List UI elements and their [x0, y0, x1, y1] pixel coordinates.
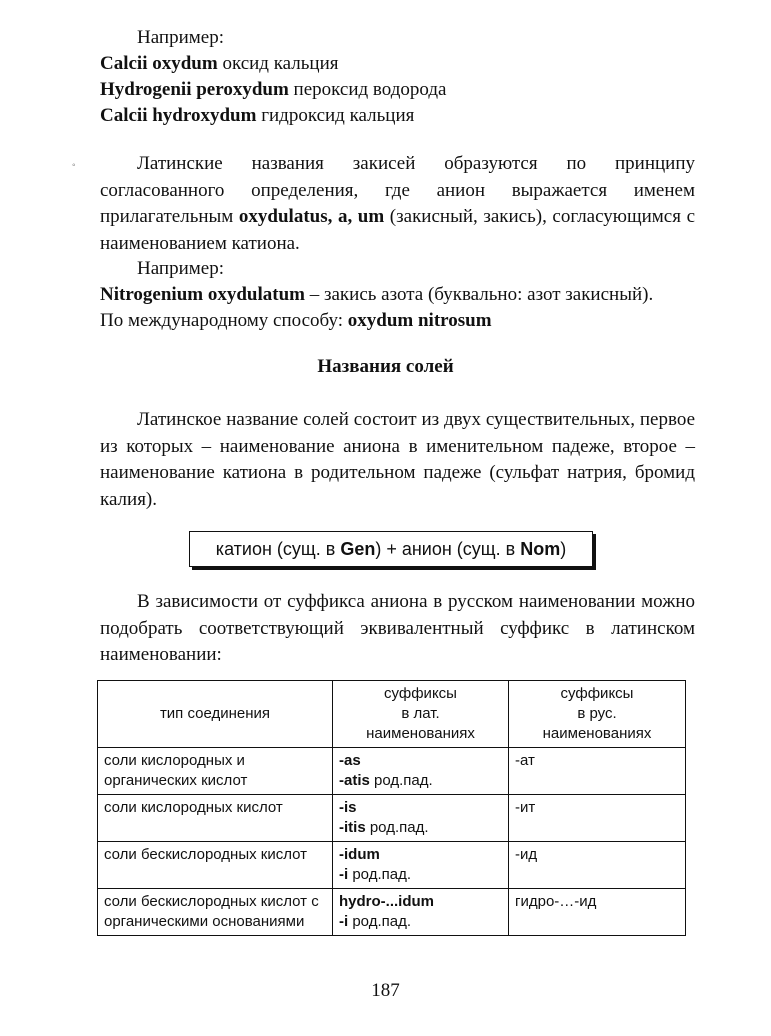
paragraph-salts: Латинское название солей состоит из двух существительных, первое из которых – наименование аниона в именительном падеже, второе – наименование катиона в родительном падеже (сульфат натрия, бромид калия).: [100, 409, 695, 510]
paragraph-text: Латинские названия закисей образуются по принципу согласованного определения, где анион выражается именем прилагательным: [100, 153, 695, 227]
table-row: [98, 842, 686, 889]
example-russian: гидроксид кальция: [261, 105, 415, 126]
case-note: род.пад.: [352, 913, 412, 930]
international-bold: oxydum nitrosum: [347, 310, 492, 331]
example-intro-2: Например:: [137, 258, 224, 279]
suffix-table: [97, 680, 686, 936]
formula-box: [189, 531, 593, 567]
lat-suffix-gen: -itis: [339, 819, 366, 836]
lat-suffix: -as: [339, 752, 361, 769]
table-cell-lat: [333, 889, 509, 936]
table-header-row: [98, 681, 686, 748]
table-cell-lat: [333, 842, 509, 889]
formula-nom: Nom: [520, 539, 561, 559]
case-note: род.пад.: [369, 819, 429, 836]
lat-suffix-gen: -i: [339, 866, 349, 883]
example-russian: оксид кальция: [222, 53, 339, 74]
example-line-1: [100, 51, 339, 77]
case-note: род.пад.: [374, 772, 433, 789]
table-header-cell: суффиксы в рус. наименованиях: [509, 681, 686, 748]
example-line-2: [100, 77, 446, 103]
table-cell-type: соли бескислородных кислот: [98, 842, 333, 889]
table-cell-rus: -ит: [509, 795, 686, 842]
formula-text: ): [560, 539, 567, 559]
table-header-cell: суффиксы в лат. наименованиях: [333, 681, 509, 748]
lat-suffix-gen: -atis: [339, 772, 370, 789]
table-cell-type: соли бескислородных кислот с органическими основаниями: [98, 889, 333, 936]
table-cell-type: соли кислородных и органических кислот: [98, 748, 333, 795]
international-text: По международному способу:: [100, 310, 344, 331]
nitro-russian: – закись азота (буквально: азот закисный).: [309, 284, 654, 305]
example-russian: пероксид водорода: [293, 79, 447, 100]
table-cell-rus: -ат: [509, 748, 686, 795]
paragraph-suffix: В зависимости от суффикса аниона в русском наименовании можно подобрать соответствующий эквивалентный суффикс в латинском наименовании:: [100, 591, 695, 665]
table-row: [98, 795, 686, 842]
section-title: Названия солей: [317, 356, 454, 377]
table-header-cell: тип соединения: [98, 681, 333, 748]
formula-text: ) + анион (сущ. в: [375, 539, 516, 559]
table-cell-rus: гидро-…-ид: [509, 889, 686, 936]
case-note: род.пад.: [352, 866, 412, 883]
example-latin: Hydrogenii peroxydum: [100, 79, 289, 100]
example-latin: Calcii oxydum: [100, 53, 218, 74]
lat-suffix-gen: -i: [339, 913, 349, 930]
paragraph-oxides: [100, 151, 695, 257]
table-cell-rus: -ид: [509, 842, 686, 889]
nitro-latin: Nitrogenium oxydulatum: [100, 284, 305, 305]
paragraph-text: (закисный, закись), согласующимся с наименованием катиона.: [100, 206, 695, 254]
lat-suffix: -idum: [339, 846, 380, 863]
international-line: [100, 308, 492, 334]
table-row: [98, 889, 686, 936]
formula-gen: Gen: [340, 539, 376, 559]
lat-suffix: -is: [339, 799, 357, 816]
example-latin: Calcii hydroxydum: [100, 105, 257, 126]
formula-text: катион (сущ. в: [215, 539, 336, 559]
paragraph-bold-term: oxydulatus, a, um: [238, 206, 385, 227]
example-line-3: [100, 103, 414, 129]
lat-suffix: hydro-...idum: [339, 893, 434, 910]
table-cell-type: соли кислородных кислот: [98, 795, 333, 842]
margin-mark: ◦: [72, 160, 76, 171]
example-intro: Например:: [137, 27, 224, 48]
table-cell-lat: [333, 795, 509, 842]
page-number: 187: [371, 980, 400, 1001]
nitro-example: [100, 282, 653, 308]
table-row: [98, 748, 686, 795]
table-cell-lat: [333, 748, 509, 795]
